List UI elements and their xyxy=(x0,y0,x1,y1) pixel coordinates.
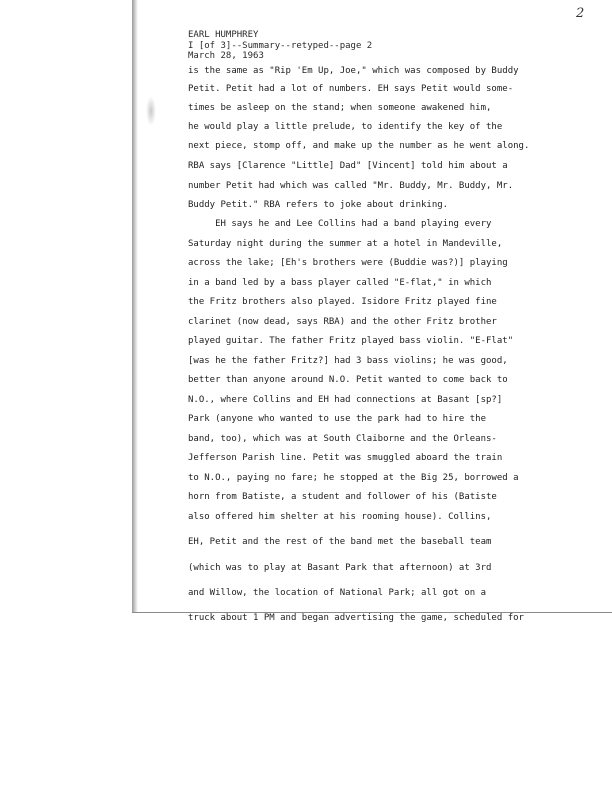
transcript-line: Jefferson Parish line. Petit was smuggled aboard the train xyxy=(188,453,503,463)
document-header xyxy=(188,30,588,62)
transcript-line: number Petit had which was called "Mr. Buddy, Mr. Buddy, Mr. xyxy=(188,181,514,191)
header-reel-info: I [of 3]--Summary--retyped--page 2 xyxy=(188,40,373,51)
transcript-line: RBA says [Clarence "Little] Dad" [Vincent] told him about a xyxy=(188,161,508,171)
transcript-line: band, too), which was at South Claiborne and the Orleans- xyxy=(188,434,497,444)
transcript-line: N.O., where Collins and EH had connections at Basant [sp?] xyxy=(188,395,503,405)
transcript-line: in a band led by a bass player called "E-flat," in which xyxy=(188,278,492,288)
transcript-line: is the same as "Rip 'Em Up, Joe," which was composed by Buddy xyxy=(188,66,519,76)
transcript-line: Park (anyone who wanted to use the park had to hire the xyxy=(188,414,487,424)
handwritten-page-number: 2 xyxy=(576,6,585,21)
transcript-line: and Willow, the location of National Park; all got on a xyxy=(188,588,487,598)
transcript-line: to N.O., paying no fare; he stopped at the Big 25, borrowed a xyxy=(188,473,519,483)
transcript-line: Buddy Petit." RBA refers to joke about drinking. xyxy=(188,200,449,210)
transcript-line: played guitar. The father Fritz played bass violin. "E-Flat" xyxy=(188,336,514,346)
header-date: March 28, 1963 xyxy=(188,51,264,62)
transcript-line: next piece, stomp off, and make up the number as he went along. xyxy=(188,141,530,151)
transcript-line: horn from Batiste, a student and follower of his (Batiste xyxy=(188,492,497,502)
transcript-line: [was he the father Fritz?] had 3 bass violins; he was good, xyxy=(188,356,508,366)
transcript-line: also offered him shelter at his rooming house). Collins, xyxy=(188,512,492,522)
transcript-line: EH says he and Lee Collins had a band playing every xyxy=(188,219,492,229)
transcript-line: times be asleep on the stand; when someone awakened him, xyxy=(188,103,492,113)
transcript-line: across the lake; [Eh's brothers were (Buddie was?)] playing xyxy=(188,258,508,268)
transcript-line: EH, Petit and the rest of the band met the baseball team xyxy=(188,537,492,547)
transcript-line: Saturday night during the summer at a hotel in Mandeville, xyxy=(188,239,503,249)
transcript-line: truck about 1 PM and began advertising the game, scheduled for xyxy=(188,613,524,623)
header-interviewee-name: EARL HUMPHREY xyxy=(188,30,259,40)
scan-edge-shadow xyxy=(132,0,138,612)
transcript-line: better than anyone around N.O. Petit wanted to come back to xyxy=(188,375,508,385)
transcript-line: Petit. Petit had a lot of numbers. EH says Petit would some- xyxy=(188,84,514,94)
transcript-line: clarinet (now dead, says RBA) and the other Fritz brother xyxy=(188,317,497,327)
transcript-line: (which was to play at Basant Park that afternoon) at 3rd xyxy=(188,563,492,573)
transcript-line: he would play a little prelude, to identify the key of the xyxy=(188,122,503,132)
transcript-line: the Fritz brothers also played. Isidore Fritz played fine xyxy=(188,297,497,307)
scan-smudge xyxy=(146,96,156,126)
